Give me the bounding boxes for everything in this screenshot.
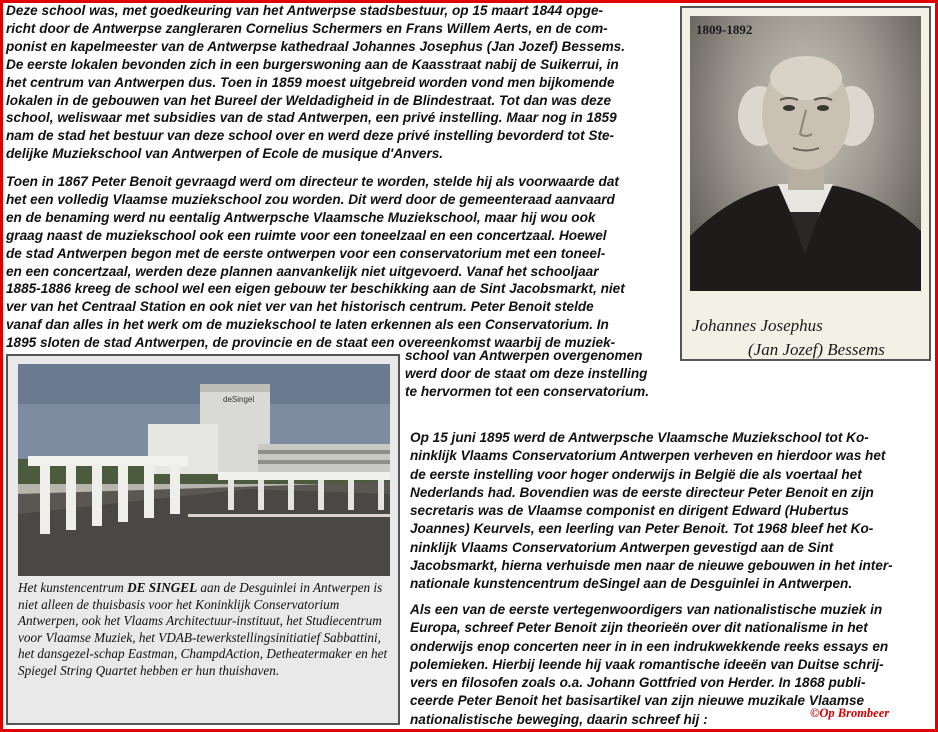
text-line: Op 15 juni 1895 werd de Antwerpsche Vlaamsche Muziekschool tot Ko- bbox=[410, 430, 869, 445]
text-line: nationale kunstencentrum deSingel aan de Desguinlei in Antwerpen. bbox=[410, 576, 853, 592]
text-line: te hervormen tot een conservatorium. bbox=[405, 383, 649, 399]
portrait-photo bbox=[690, 16, 921, 291]
text-line: nam de stad het bestuur van deze school over en werd deze privé instelling bevorderd tot Ste- bbox=[6, 128, 615, 144]
desingel-illustration bbox=[18, 364, 390, 576]
text-line: delijke Muziekschool van Antwerpen of Ecole de musique d'Anvers. bbox=[6, 146, 444, 162]
text-line: 1885-1886 kreeg de school wel een eigen gebouw ter beschikking aan de Sint Jacobsmarkt, niet bbox=[6, 281, 625, 297]
text-line: ceerde Peter Benoit het basisartikel van zijn nieuwe muzikale Vlaamse bbox=[410, 693, 865, 709]
text-line: de stad Antwerpen begon met de eerste ontwerpen voor een conservatorium met een toneel- bbox=[6, 245, 606, 261]
text-line: ninklijk Vlaams Conservatorium Antwerpen gevestigd aan de Sint bbox=[410, 539, 834, 555]
text-line: 1895 sloten de stad Antwerpen, de provincie en de staat een overeenkomst waarbij de muziek- bbox=[6, 335, 616, 351]
portrait-years: 1809-1892 bbox=[696, 22, 753, 37]
text-line: en een concertzaal, werden deze plannen aanvankelijk niet uitgevoerd. Vanaf het schooljaar bbox=[6, 263, 599, 279]
portrait-caption-name: Johannes Josephus bbox=[692, 316, 823, 335]
text-line: werd door de staat om deze instelling bbox=[405, 365, 648, 381]
text-line: Deze school was, met goedkeuring van het Antwerpse stadsbestuur, op 15 maart 1844 opge- bbox=[6, 3, 604, 18]
text-line: school van Antwerpen overgenomen bbox=[405, 348, 643, 363]
desingel-caption bbox=[18, 580, 392, 680]
desingel-figure bbox=[6, 354, 400, 725]
copyright-notice: ©Op Brombeer bbox=[810, 706, 890, 720]
caption-venue-name: DE SINGEL bbox=[127, 580, 198, 595]
portrait-caption-alias: (Jan Jozef) Bessems bbox=[748, 340, 885, 359]
desingel-sign: deSingel bbox=[223, 395, 255, 404]
text-line: Europa, schreef Peter Benoit zijn theorieën over dit nationalisme in het bbox=[410, 620, 868, 636]
text-line: het een volledig Vlaamse muziekschool zou worden. Dit werd door de gemeenteraad aanvaard bbox=[6, 191, 615, 207]
text-line: graag naast de muziekschool ook een ruimte voor een toneelzaal en een concertzaal. Hoewel bbox=[6, 227, 607, 243]
text-line: secretaris was de Vlaamse componist en dirigent Edward (Hubertus bbox=[410, 503, 849, 519]
paragraph-royal-conservatory bbox=[410, 429, 930, 594]
text-line: ninklijk Vlaams Conservatorium Antwerpen verheven en hierdoor was het bbox=[410, 448, 886, 464]
text-line: en de benaming werd nu eentalig Antwerpsche Vlaamsche Muziekschool, maar hij wou ook bbox=[6, 209, 596, 225]
text-line: Nederlands had. Bovendien was de eerste directeur Peter Benoit en zijn bbox=[410, 484, 874, 500]
text-line: onderwijs enop concerten neer in in een indrukwekkende reeks essays en bbox=[410, 638, 889, 654]
paragraph-peter-benoit bbox=[6, 173, 674, 352]
text-line: Joannes) Keurvels, een leerling van Peter Benoit. Tot 1968 bleef het Ko- bbox=[410, 521, 874, 537]
text-line: vanaf dan alles in het werk om de muziekschool te laten erkennen als een Conservatorium. In bbox=[6, 317, 609, 333]
text-line: nationalistische beweging, daarin schreef hij : bbox=[410, 711, 708, 727]
paragraph-history-founding bbox=[6, 2, 674, 163]
text-line: Als een van de eerste vertegenwoordigers van nationalistische muziek in bbox=[410, 602, 883, 617]
caption-rest: aan de Desguinlei in Antwerpen is niet alleen de thuisbasis voor het Koninklijk Conservatorium Antwerpen, ook het Vlaams Architectuur-instituut, het Studiecentrum voor Vlaamse Muziek, het VDAB-tewerkstellingsinitiatief Sabbattini, het dansgezel-schap Eastman, ChampdAction, Detheatermaker en het Spiegel String Quartet hebben er hun thuishaven. bbox=[18, 580, 388, 678]
text-line: richt door de Antwerpse zangleraren Cornelius Schermers en Frans Willem Aerts, en de com- bbox=[6, 20, 608, 36]
text-line: het centrum van Antwerpen dus. Toen in 1859 moest uitgebreid worden vond men bijkomende bbox=[6, 74, 615, 90]
portrait-bessems bbox=[680, 6, 931, 361]
text-line: Jacobsmarkt, hierna verhuisde men naar de nieuwe gebouwen in het inter- bbox=[410, 558, 893, 574]
paragraph-peter-benoit-continued bbox=[405, 347, 677, 401]
text-line: De eerste lokalen bevonden zich in een burgerswoning aan de Kaasstraat nabij de Suikerrui, in bbox=[6, 56, 619, 72]
text-line: school, weliswaar met subsidies van de stad Antwerpen, een privé instelling. Maar nog in 1859 bbox=[6, 110, 617, 126]
text-line: ver van het Centraal Station en ook niet ver van het historisch centrum. Peter Benoit stelde bbox=[6, 299, 594, 315]
text-line: vers en filosofen zoals o.a. Johann Gottfried von Herder. In 1868 publi- bbox=[410, 675, 866, 691]
caption-prefix: Het kunstencentrum bbox=[18, 580, 128, 595]
portrait-illustration bbox=[690, 16, 921, 291]
text-line: ponist en kapelmeester van de Antwerpse kathedraal Johannes Josephus (Jan Jozef) Bessems. bbox=[6, 38, 625, 54]
desingel-photo bbox=[18, 364, 390, 576]
text-line: lokalen in de gebouwen van het Bureel der Weldadigheid in de Blindestraat. Tot dan was deze bbox=[6, 92, 612, 108]
text-line: polemieken. Hierbij leende hij vaak romantische ideeën van Duitse schrij- bbox=[410, 656, 884, 672]
text-line: de eerste instelling voor hoger onderwijs in België die als voertaal het bbox=[410, 466, 862, 482]
text-line: Toen in 1867 Peter Benoit gevraagd werd om directeur te worden, stelde hij als voorwaarde dat bbox=[6, 174, 619, 189]
